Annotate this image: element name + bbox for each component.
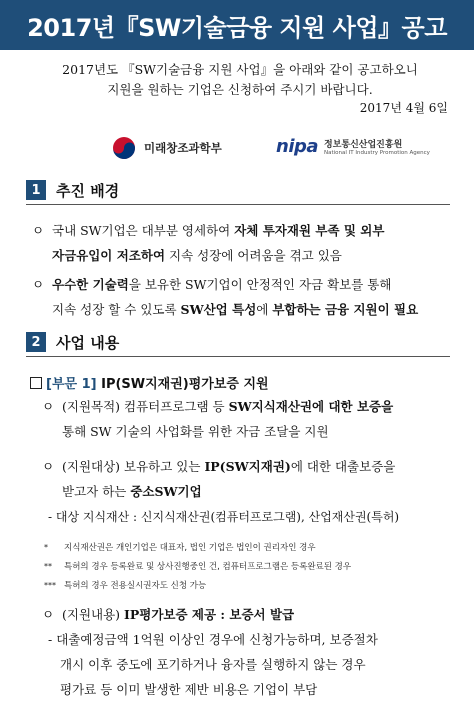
support-target: ㅇ (지원대상) 보유하고 있는 IP(SW지재권)에 대한 대출보증을 받고자 하는 중소SW기업 bbox=[42, 454, 452, 504]
nipa-english-name: National IT Industry Promotion Agency bbox=[324, 150, 430, 156]
announcement-date: 2017년 4월 6일 bbox=[359, 101, 448, 115]
taegeuk-icon bbox=[112, 136, 136, 160]
nipa-korean-name: 정보통신산업진흥원 bbox=[324, 140, 403, 150]
support-purpose: ㅇ (지원목적) 컴퓨터프로그램 등 SW지식재산권에 대한 보증을 통해 SW 기술의 사업화를 위한 자금 조달을 지원 bbox=[42, 394, 452, 444]
page-title: 2017년『SW기술금융 지원 사업』공고 bbox=[0, 0, 474, 50]
section-2-title: 사업 내용 bbox=[56, 333, 120, 352]
background-paragraph-2: ㅇ 우수한 기술력을 보유한 SW기업이 안정적인 자금 확보를 통해 지속 성장 할 수 있도록 SW산업 특성에 부합하는 금융 지원이 필요 bbox=[32, 272, 452, 322]
msip-name: 미래창조과학부 bbox=[144, 141, 222, 155]
footnote-1: * 지식재산권은 개인기업은 대표자, 법인 기업은 법인이 권리자인 경우 bbox=[44, 543, 316, 553]
detail-line-3: 평가료 등 이미 발생한 제반 비용은 기업이 부담 bbox=[60, 682, 318, 697]
section-2-heading bbox=[26, 331, 119, 353]
target-asset-line: - 대상 지식재산 : 신지식재산권(컴퓨터프로그램), 산업재산권(특허) bbox=[48, 510, 400, 524]
bullet-mark: ㅇ bbox=[42, 459, 55, 474]
bullet-mark: ㅇ bbox=[42, 607, 55, 622]
intro-text bbox=[30, 60, 450, 100]
checkbox-square-icon bbox=[30, 377, 42, 389]
section-2-divider bbox=[26, 356, 450, 357]
nipa-logo bbox=[276, 136, 430, 157]
intro-line-1: 2017년도 『SW기술금융 지원 사업』을 아래와 같이 공고하오니 bbox=[62, 62, 418, 77]
nipa-caption bbox=[324, 137, 430, 156]
bullet-mark: ㅇ bbox=[32, 277, 45, 292]
nipa-wordmark: nipa bbox=[276, 136, 319, 157]
bullet-mark: ㅇ bbox=[42, 399, 55, 414]
section-1-heading bbox=[26, 179, 119, 201]
bullet-mark: ㅇ bbox=[32, 223, 45, 238]
support-content: ㅇ (지원내용) IP평가보증 제공 : 보증서 발급 bbox=[42, 602, 452, 627]
part-1-heading: [부문 1] IP(SW지재권)평가보증 지원 bbox=[30, 373, 269, 392]
intro-line-2: 지원을 원하는 기업은 신청하여 주시기 바랍니다. bbox=[107, 82, 373, 97]
background-paragraph-1: ㅇ 국내 SW기업은 대부분 영세하여 자체 투자재원 부족 및 외부 자금유입이 저조하여 지속 성장에 어려움을 겪고 있음 bbox=[32, 218, 452, 268]
section-1-title: 추진 배경 bbox=[56, 181, 120, 200]
section-1-divider bbox=[26, 204, 450, 205]
msip-logo bbox=[112, 136, 222, 160]
footnote-3: *** 특허의 경우 전용실시권자도 신청 가능 bbox=[44, 581, 207, 591]
detail-line-1: - 대출예정금액 1억원 이상인 경우에 신청가능하며, 보증절차 bbox=[48, 632, 378, 647]
section-2-number: 2 bbox=[26, 332, 46, 352]
section-1-number: 1 bbox=[26, 180, 46, 200]
detail-line-2: 개시 이후 중도에 포기하거나 융자를 실행하지 않는 경우 bbox=[60, 657, 366, 672]
support-detail bbox=[48, 627, 458, 702]
logo-row bbox=[0, 130, 474, 170]
footnote-2: ** 특허의 경우 등록완료 및 상사진행중인 건, 컴퓨터프로그램은 등록완료된 경우 bbox=[44, 562, 352, 572]
